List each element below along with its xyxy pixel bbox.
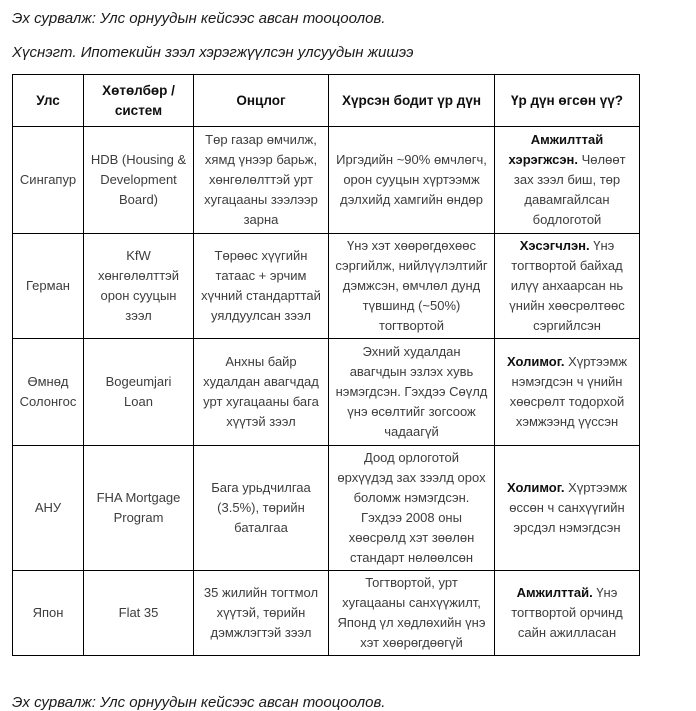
header-country: Улс (13, 75, 84, 127)
verdict-label: Холимог. (506, 480, 565, 495)
header-results: Хүрсэн бодит үр дүн (329, 75, 495, 127)
cell-results: Үнэ хэт хөөрөгдөхөөс сэргийлж, нийлүүлэлтийг дэмжсэн, өмчлөл дунд түвшинд (~50%) тогтвортой (329, 234, 495, 339)
cell-verdict (495, 571, 640, 656)
verdict-detail: Үнэ тогтвортой байхад илүү анхаарсан нь үнийн хөөсрөлтөөс сэргийлсэн (509, 238, 625, 333)
cell-verdict (495, 234, 640, 339)
cell-features: Бага урьдчилгаа (3.5%), төрийн баталгаа (194, 446, 329, 571)
table-caption: Хүснэгт. Ипотекийн зээл хэрэгжүүлсэн улсуудын жишээ (12, 44, 414, 61)
verdict-label: Амжилттай. (516, 585, 593, 600)
verdict-label: Хэсэгчлэн. (519, 238, 590, 253)
header-features: Онцлог (194, 75, 329, 127)
verdict-detail: Үнэ тогтвортой орчинд сайн ажилласан (511, 585, 623, 640)
cell-country: Япон (13, 571, 84, 656)
bottom-source-note: Эх сурвалж: Улс орнуудын кейсээс авсан тооцоолов. (12, 694, 386, 711)
cell-features: 35 жилийн тогтмол хүүтэй, төрийн дэмжлэгтэй зээл (194, 571, 329, 656)
table-row-usa (13, 446, 640, 571)
verdict-label: Холимог. (506, 354, 565, 369)
cell-results: Эхний худалдан авагчдын эзлэх хувь нэмэгдсэн. Гэхдээ Сөүлд үнэ өсөлтийг зогсоож чадаагүй (329, 339, 495, 446)
cell-country: Сингапур (13, 127, 84, 234)
cell-results: Доод орлоготой өрхүүдэд зах зээлд орох боломж нэмэгдсэн. Гэхдээ 2008 оны хөөсрөлд хэт зөөлөн стандарт нөлөөлсөн (329, 446, 495, 571)
cell-program: Flat 35 (84, 571, 194, 656)
cell-verdict (495, 339, 640, 446)
header-program: Хөтөлбөр / систем (84, 75, 194, 127)
cell-verdict (495, 446, 640, 571)
header-verdict: Үр дүн өгсөн үү? (495, 75, 640, 127)
cell-features: Төрөөс хүүгийн татаас + эрчим хүчний стандарттай уялдуулсан зээл (194, 234, 329, 339)
verdict-detail: Чөлөөт зах зээл биш, төр давамгайлсан бодлоготой (513, 152, 626, 227)
cell-program: HDB (Housing & Development Board) (84, 127, 194, 234)
cell-results: Тогтвортой, урт хугацааны санхүүжилт, Японд үл хөдлөхийн үнэ хэт хөөрөгдөөгүй (329, 571, 495, 656)
mortgage-country-table (12, 74, 640, 656)
cell-country: Герман (13, 234, 84, 339)
table-row-south-korea (13, 339, 640, 446)
cell-program: KfW хөнгөлөлттэй орон сууцын зээл (84, 234, 194, 339)
cell-country: Өмнөд Солонгос (13, 339, 84, 446)
cell-features: Анхны байр худалдан авагчдад урт хугацааны бага хүүтэй зээл (194, 339, 329, 446)
verdict-label: Амжилттай хэрэгжсэн. (508, 132, 604, 167)
cell-program: FHA Mortgage Program (84, 446, 194, 571)
verdict-detail: Хүртээмж өссөн ч санхүүгийн эрсдэл нэмэгдсэн (509, 480, 628, 535)
cell-results: Иргэдийн ~90% өмчлөгч, орон сууцын хүртээмж дэлхийд хамгийн өндөр (329, 127, 495, 234)
top-source-note: Эх сурвалж: Улс орнуудын кейсээс авсан тооцоолов. (12, 10, 386, 27)
verdict-detail: Хүртээмж нэмэгдсэн ч үнийн хөөсрөлт тодорхой хэмжээнд үүссэн (509, 354, 628, 429)
table-row-singapore (13, 127, 640, 234)
cell-features: Төр газар өмчилж, хямд үнээр барьж, хөнгөлөлттэй урт хугацааны зээлээр зарна (194, 127, 329, 234)
cell-country: АНУ (13, 446, 84, 571)
cell-program: Bogeumjari Loan (84, 339, 194, 446)
cell-verdict (495, 127, 640, 234)
table-header-row (13, 75, 640, 127)
table-row-japan (13, 571, 640, 656)
table-row-germany (13, 234, 640, 339)
